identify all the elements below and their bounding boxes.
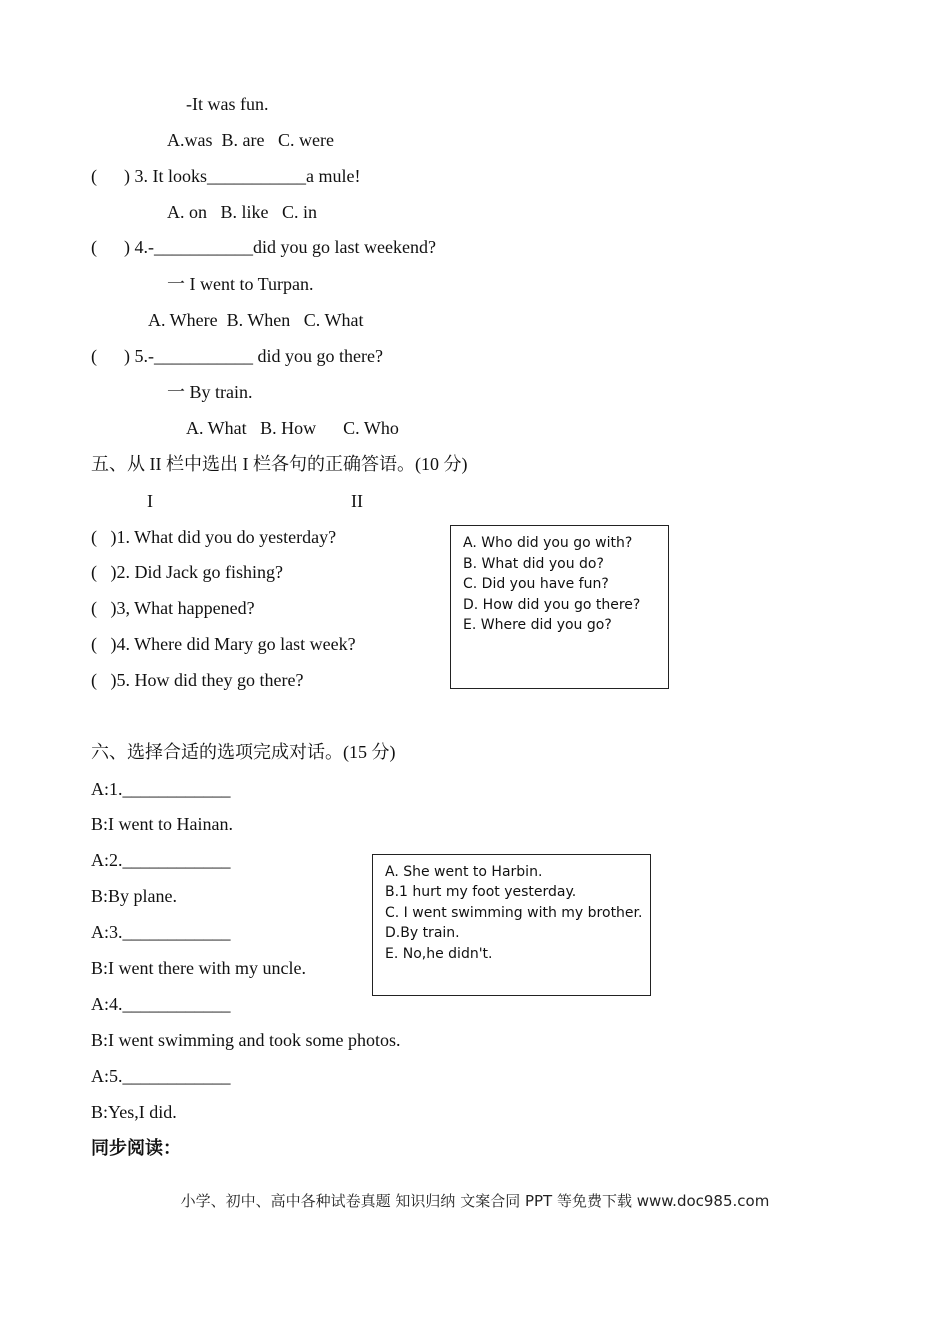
q4-options: A. Where B. When C. What [148, 310, 364, 330]
dialogue-line: B:By plane. [91, 886, 177, 906]
q2-answer: -It was fun. [186, 94, 269, 114]
q3-options: A. on B. like C. in [167, 202, 318, 222]
reading-title: 同步阅读： [91, 1138, 181, 1158]
section6-option: E. No,he didn't. [385, 946, 493, 962]
dialogue-line: A:2.____________ [91, 850, 231, 870]
dialogue-line: A:3.____________ [91, 922, 231, 942]
dialogue-line: A:5.____________ [91, 1066, 231, 1086]
dialogue-line: A:1.____________ [91, 779, 231, 799]
section5-col1: I [147, 491, 153, 511]
section5-answer: E. Where did you go? [463, 617, 612, 633]
q4-stem: ( ) 4.-___________did you go last weekend? [91, 237, 436, 257]
dialogue-line: B:I went swimming and took some photos. [91, 1030, 401, 1050]
section6-option: C. I went swimming with my brother. [385, 905, 643, 921]
section5-answer: B. What did you do? [463, 556, 604, 572]
dialogue-line: A:4.____________ [91, 994, 231, 1014]
section6-option: A. She went to Harbin. [385, 864, 543, 880]
section5-question: ( )3, What happened? [91, 598, 255, 618]
dialogue-line: B:Yes,I did. [91, 1102, 177, 1122]
section5-title: 五、从 II 栏中选出 I 栏各句的正确答语。(10 分) [91, 454, 468, 474]
section5-question: ( )2. Did Jack go fishing? [91, 562, 283, 582]
section5-answer: D. How did you go there? [463, 597, 641, 613]
section5-answer: A. Who did you go with? [463, 535, 633, 551]
section6-option: B.1 hurt my foot yesterday. [385, 884, 577, 900]
section5-col2: II [351, 491, 363, 511]
section5-question: ( )5. How did they go there? [91, 670, 304, 690]
section5-question: ( )4. Where did Mary go last week? [91, 634, 356, 654]
q2-options: A.was B. are C. were [167, 130, 334, 150]
q5-stem: ( ) 5.-___________ did you go there? [91, 346, 383, 366]
section6-title: 六、选择合适的选项完成对话。(15 分) [91, 742, 396, 762]
dialogue-line: B:I went to Hainan. [91, 814, 233, 834]
q5-answer: 一 By train. [167, 382, 253, 402]
section6-options-box [372, 854, 651, 996]
section5-answer: C. Did you have fun? [463, 576, 609, 592]
page-footer: 小学、初中、高中各种试卷真题 知识归纳 文案合同 PPT 等免费下载 www.doc985.com [180, 1192, 770, 1210]
section5-question: ( )1. What did you do yesterday? [91, 527, 337, 547]
q5-options: A. What B. How C. Who [186, 418, 399, 438]
section5-answer-box [450, 525, 669, 689]
q3-stem: ( ) 3. It looks___________a mule! [91, 166, 361, 186]
dialogue-line: B:I went there with my uncle. [91, 958, 306, 978]
q4-answer: 一 I went to Turpan. [167, 274, 314, 294]
section6-option: D.By train. [385, 925, 460, 941]
